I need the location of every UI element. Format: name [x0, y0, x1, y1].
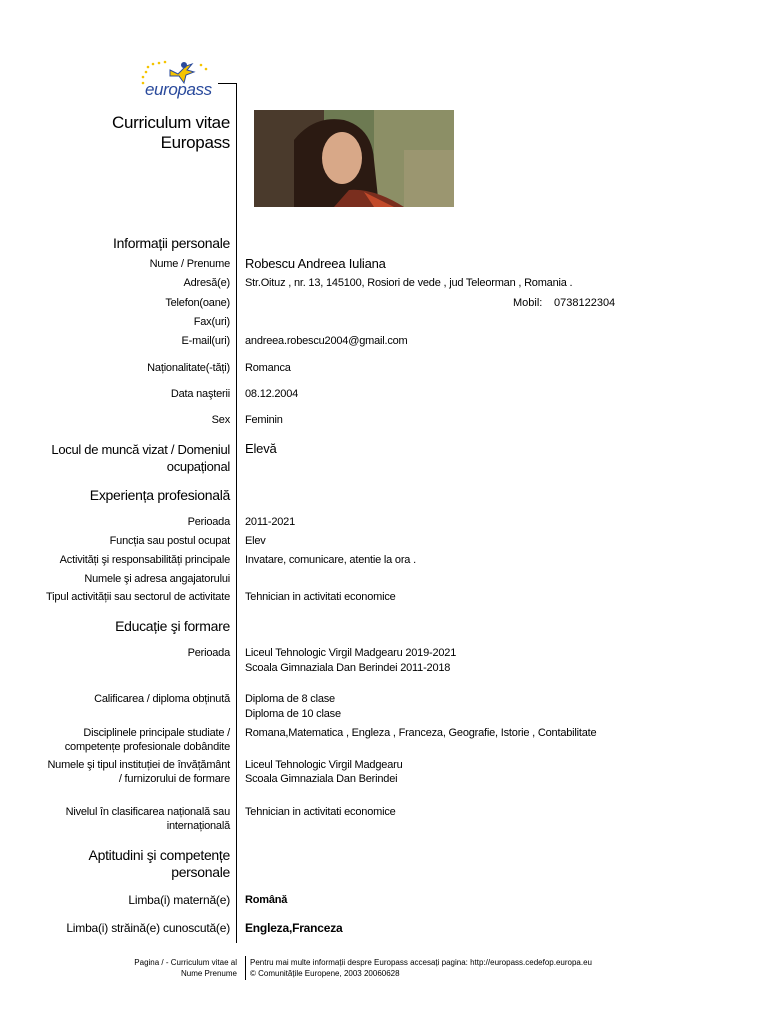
phone-label: Telefon(oane): [165, 297, 230, 309]
footer-right: [250, 957, 592, 979]
exp-period-label: Perioada: [187, 516, 230, 528]
edu-period-label: Perioada: [187, 647, 230, 659]
footer-right-line1[interactable]: Pentru mai multe informații despre Europass accesați pagina: http://europass.cedefop.europa.eu: [250, 958, 592, 967]
target-job-label-line1: Locul de muncă vizat / Domeniul: [51, 442, 230, 457]
email-value[interactable]: andreea.robescu2004@gmail.com: [245, 335, 408, 347]
edu-subjects-label-2: competențe profesionale dobândite: [64, 741, 230, 753]
mobile-value: 0738122304: [554, 297, 616, 309]
footer-right-line2: © Comunitățile Europene, 2003 20060628: [250, 969, 400, 978]
edu-institution-label-1: Numele şi tipul instituției de învățământ: [47, 759, 230, 771]
address-value: Str.Oituz , nr. 13, 145100, Rosiori de vede , jud Teleorman , Romania .: [245, 277, 573, 289]
footer-left-line1: Pagina / - Curriculum vitae al: [134, 958, 237, 967]
footer-left: [134, 957, 237, 979]
sex-label: Sex: [211, 414, 230, 426]
exp-position-label: Funcția sau postul ocupat: [109, 535, 230, 547]
exp-sector-value: Tehnician in activitati economice: [245, 591, 396, 603]
edu-institution-value-1: Liceul Tehnologic Virgil Madgearu: [245, 759, 403, 771]
name-value: Robescu Andreea Iuliana: [245, 256, 386, 271]
exp-position-value: Elev: [245, 535, 266, 547]
edu-qualification-label: Calificarea / diploma obținută: [94, 693, 230, 705]
address-label: Adresă(e): [183, 277, 230, 289]
edu-level-value: Tehnician in activitati economice: [245, 806, 396, 818]
fax-label: Fax(uri): [193, 316, 230, 328]
footer-divider: [245, 956, 246, 980]
profile-photo: [254, 110, 454, 207]
mobile-label: Mobil:: [513, 297, 543, 309]
footer-left-line2: Nume Prenume: [180, 969, 237, 978]
email-label: E-mail(uri): [181, 335, 230, 347]
foreign-language-value: Engleza,Franceza: [245, 921, 343, 935]
header-rule: [218, 83, 237, 84]
edu-period-value-2: Scoala Gimnaziala Dan Berindei 2011-2018: [245, 662, 451, 674]
mother-tongue-value: Română: [245, 894, 288, 906]
column-divider: [236, 83, 237, 943]
section-experience: Experiența profesională: [89, 487, 230, 503]
sex-value: Feminin: [245, 414, 283, 426]
section-skills-line1: Aptitudini şi competențe: [88, 847, 230, 863]
birthdate-value: 08.12.2004: [245, 388, 299, 400]
edu-institution-label-2: / furnizorului de formare: [118, 773, 230, 785]
edu-qualification-value-1: Diploma de 8 clase: [245, 693, 335, 705]
edu-qualification-value-2: Diploma de 10 clase: [245, 708, 341, 720]
section-personal-info: Informații personale: [113, 235, 230, 251]
foreign-language-label: Limba(i) străină(e) cunoscută(e): [66, 921, 230, 935]
europass-logo-text: europass: [145, 80, 212, 99]
edu-subjects-label-1: Disciplinele principale studiate /: [83, 727, 230, 739]
cv-title-europass: Europass: [160, 133, 230, 152]
nationality-value: Romanca: [245, 362, 291, 374]
nationality-label: Naționalitate(-tăți): [147, 362, 230, 374]
edu-level-label-2: internațională: [166, 820, 230, 832]
exp-period-value: 2011-2021: [245, 516, 295, 528]
section-education: Educație şi formare: [115, 618, 230, 634]
section-skills-line2: personale: [171, 864, 230, 880]
exp-employer-label: Numele şi adresa angajatorului: [84, 573, 230, 585]
cv-title: Curriculum vitae: [111, 113, 230, 132]
mother-tongue-label: Limba(i) maternă(e): [128, 893, 230, 907]
edu-level-label-1: Nivelul în clasificarea națională sau: [65, 806, 230, 818]
birthdate-label: Data naşterii: [170, 388, 230, 400]
target-job-label-line2: ocupațional: [166, 459, 230, 474]
edu-institution-value-2: Scoala Gimnaziala Dan Berindei: [245, 773, 398, 785]
target-job-value: Elevă: [245, 441, 277, 456]
exp-activities-value: Invatare, comunicare, atentie la ora .: [245, 554, 416, 566]
exp-sector-label: Tipul activității sau sectorul de activitate: [46, 591, 230, 603]
edu-subjects-value: Romana,Matematica , Engleza , Franceza, Geografie, Istorie , Contabilitate: [245, 727, 597, 739]
name-label: Nume / Prenume: [149, 258, 230, 270]
edu-period-value-1: Liceul Tehnologic Virgil Madgearu 2019-2021: [245, 647, 457, 659]
exp-activities-label: Activități şi responsabilități principale: [59, 554, 230, 566]
